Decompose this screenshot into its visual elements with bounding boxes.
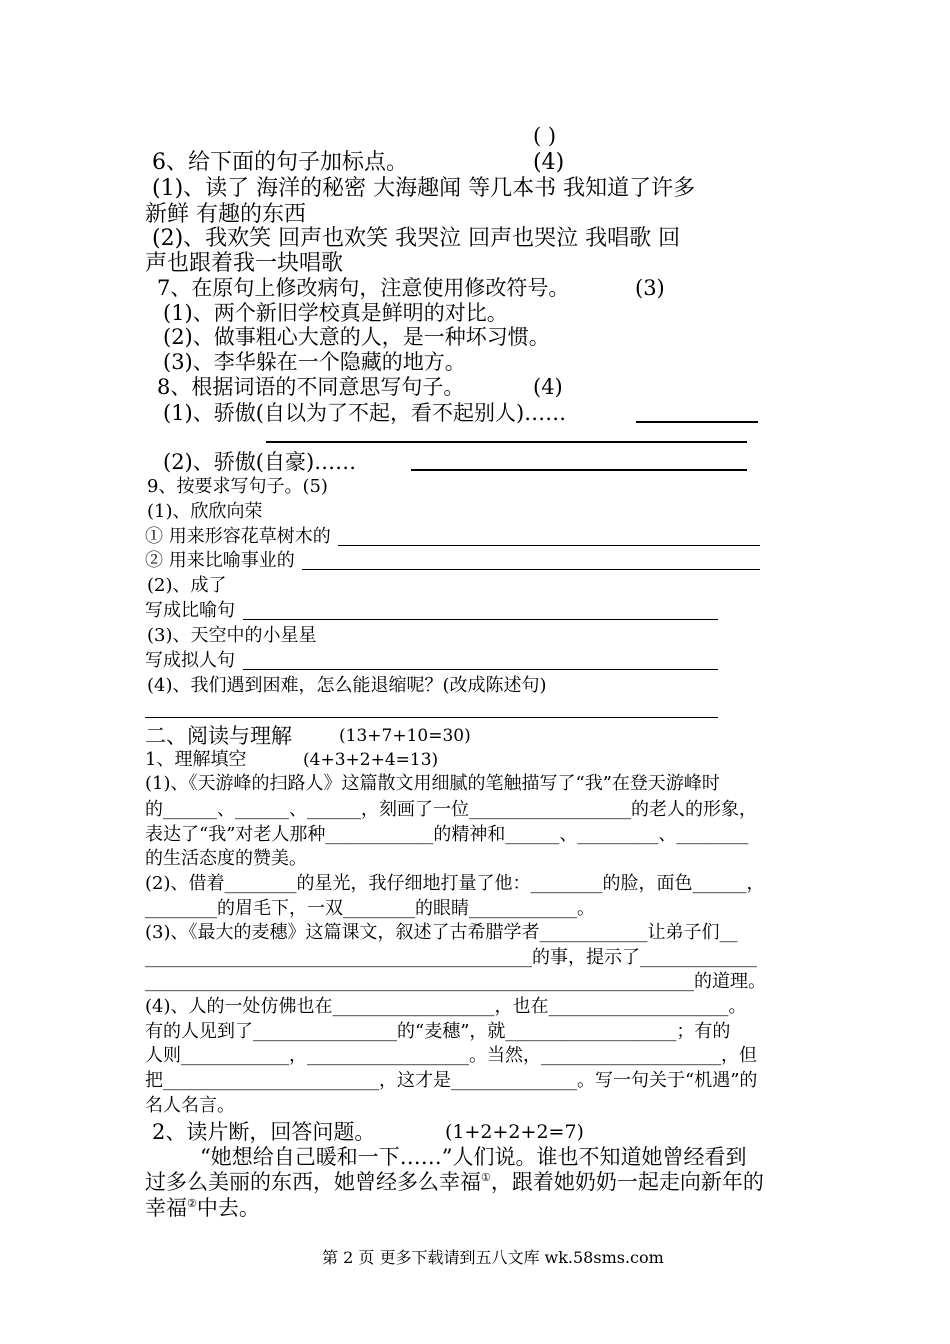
q9-title: 9、按要求写句子。(5) [147,476,328,497]
passage-line2 [145,1170,764,1194]
q2-title: 2、读片断，回答问题。 [152,1120,376,1144]
q1-score: (4+3+2+4=13) [303,750,439,770]
passage-line3-a: 幸福 [145,1196,187,1220]
passage-line2-b: ，跟着她奶奶一起走向新年的 [490,1170,764,1194]
q8-s1-blank-line2[interactable] [266,441,747,443]
q6-s2-a: (2)、我欢笑 回声也欢笑 我哭泣 回声也哭泣 我唱歌 回 [152,226,681,251]
q8-s1: (1)、骄傲(自以为了不起，看不起别人)…… [163,401,567,425]
p4-line4: 把________________________，这才是______________。写一句关于“机遇”的 [145,1070,758,1091]
q9-s2-a: 写成比喻句 [145,600,235,621]
p3-line2: ___________________________________________的事，提示了_____________ [145,947,757,968]
q6-s1-a: (1)、读了 海洋的秘密 大海趣闻 等几本书 我知道了许多 [152,176,696,201]
passage-line1: “她想给自己暖和一下……”人们说。谁也不知道她曾经看到 [200,1145,747,1169]
p2-line2: ________的眉毛下，一双________的眼睛____________。 [145,898,595,919]
q8-s2: (2)、骄傲(自豪)…… [163,450,357,474]
q2-score: (1+2+2+2=7) [445,1121,584,1143]
q6-score: (4) [533,150,565,175]
p1-line4: 的生活态度的赞美。 [145,848,307,869]
q9-s1-a-blank[interactable] [338,545,760,546]
q6-s1-b: 新鲜 有趣的东西 [145,202,306,227]
q7-s2: (2)、做事粗心大意的人，是一种坏习惯。 [163,325,550,349]
q8-score: (4) [533,375,563,399]
passage-line3 [145,1196,260,1220]
q6-s2-b: 声也跟着我一块唱歌 [145,251,344,276]
q9-s3: (3)、天空中的小星星 [147,625,317,646]
p1-line3: 表达了“我”对老人那种____________的精神和______、_________、________ [145,824,749,845]
part2-score: (13+7+10=30) [339,726,471,746]
answer-parentheses: ( ) [533,124,557,148]
q6-title: 6、给下面的句子加标点。 [152,150,408,175]
q7-s1: (1)、两个新旧学校真是鲜明的对比。 [163,301,508,325]
q9-s3-blank[interactable] [243,669,718,670]
passage-line2-a: 过多么美丽的东西，她曾经多么幸福 [145,1170,481,1194]
p3-line1: (3)、《最大的麦穗》这篇课文，叙述了古希腊学者____________让弟子们__ [145,922,738,943]
p4-line2: 有的人见到了________________的“麦穗”，就___________________；有的 [145,1021,731,1042]
p1-line2: 的______、______、______，刻画了一位__________________的老人的形象， [145,799,757,820]
passage-line3-b: 中去。 [196,1196,260,1220]
part2-title: 二、阅读与理解 [145,724,292,748]
q9-s1-b: ② 用来比喻事业的 [145,550,295,571]
q9-s1-b-blank[interactable] [302,569,760,570]
q9-s1: (1)、欣欣向荣 [147,501,263,522]
p2-line1: (2)、借着________的星光，我仔细地打量了他：________的脸，面色______， [145,873,765,894]
q9-s2-blank[interactable] [243,619,718,620]
p3-line3: _____________________________________________________________的道理。 [145,971,766,992]
q8-title: 8、根据词语的不同意思写句子。 [157,375,465,399]
q9-s4-blank[interactable] [145,717,718,718]
q9-s4: (4)、我们遇到困难，怎么能退缩呢？(改成陈述句) [147,675,547,696]
p1-line1: (1)、《天游峰的扫路人》这篇散文用细腻的笔触描写了“我”在登天游峰时 [145,773,720,794]
page-footer: 第 2 页 更多下载请到五八文库 wk.58sms.com [322,1248,664,1267]
p4-line5: 名人名言。 [145,1095,235,1116]
q7-score: (3) [635,276,665,300]
q1-title: 1、理解填空 [145,749,247,770]
q9-s3-a: 写成拟人句 [145,650,235,671]
q9-s1-a: ① 用来形容花草树木的 [145,526,331,547]
q7-title: 7、在原句上修改病句，注意使用修改符号。 [157,276,570,300]
footnote-marker-2: ② [187,1197,197,1210]
q8-s1-blank[interactable] [636,421,758,423]
p4-line1: (4)、人的一处仿佛也在__________________，也在____________________。 [145,996,747,1017]
p4-line3: 人则____________，__________________。当然，____________________，但 [145,1045,757,1066]
q7-s3: (3)、李华躲在一个隐藏的地方。 [163,350,466,374]
q9-s2: (2)、成了 [147,575,227,596]
q8-s2-blank[interactable] [411,469,747,471]
footnote-marker-1: ① [481,1171,491,1184]
